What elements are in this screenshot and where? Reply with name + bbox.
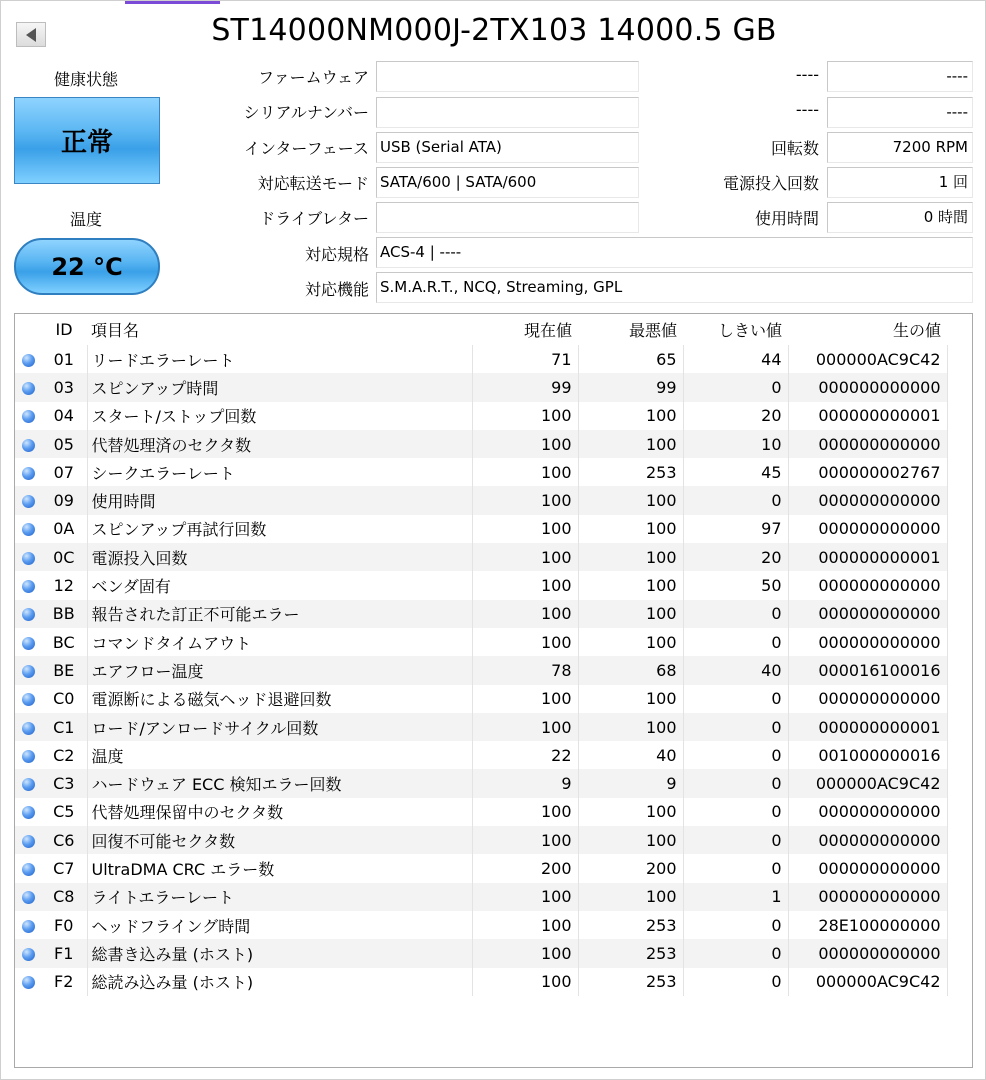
row-id: F2 [41,968,87,996]
row-worst: 253 [578,939,683,967]
row-worst: 100 [578,571,683,599]
row-id: C7 [41,854,87,882]
rotation-field: 7200 RPM [827,132,973,163]
row-raw: 000000000000 [788,685,947,713]
row-worst: 100 [578,543,683,571]
status-good-icon [22,354,35,367]
temperature-label: 温度 [69,210,102,229]
table-row[interactable] [15,458,947,486]
row-worst: 100 [578,628,683,656]
row-worst: 100 [578,402,683,430]
row-current: 100 [472,430,578,458]
row-raw: 000000000000 [788,628,947,656]
row-worst: 65 [578,345,683,373]
row-raw: 000000000000 [788,486,947,514]
row-current: 100 [472,826,578,854]
table-row[interactable] [15,571,947,599]
row-name: 温度 [87,741,472,769]
table-row[interactable] [15,883,947,911]
row-threshold: 40 [683,656,788,684]
firmware-label: ファームウェア [257,68,369,87]
row-raw: 000000000001 [788,713,947,741]
row-id: C0 [41,685,87,713]
row-raw: 000000000001 [788,543,947,571]
row-raw: 000000000000 [788,883,947,911]
header-raw[interactable]: 生の値 [892,321,941,340]
status-dot-cell [15,854,41,882]
health-status-button[interactable]: 正常 [14,97,160,184]
row-name: 総読み込み量 (ホスト) [87,968,472,996]
table-row[interactable] [15,798,947,826]
row-threshold: 0 [683,911,788,939]
header-name[interactable]: 項目名 [91,321,140,340]
status-dot-cell [15,458,41,486]
status-good-icon [22,580,35,593]
rotation-label: 回転数 [770,139,819,158]
row-current: 100 [472,515,578,543]
status-dot-cell [15,741,41,769]
table-row[interactable] [15,854,947,882]
row-threshold: 0 [683,798,788,826]
power-hours-field: 0 時間 [827,202,973,233]
status-dot-cell [15,402,41,430]
row-worst: 100 [578,600,683,628]
status-good-icon [22,495,35,508]
power-count-label: 電源投入回数 [722,174,819,193]
status-good-icon [22,722,35,735]
right2-field: ---- [827,97,973,128]
row-raw: 000000002767 [788,458,947,486]
row-name: スピンアップ時間 [87,373,472,401]
row-current: 100 [472,798,578,826]
row-id: 12 [41,571,87,599]
row-raw: 000000000000 [788,430,947,458]
row-id: BB [41,600,87,628]
row-raw: 000000AC9C42 [788,769,947,797]
status-good-icon [22,806,35,819]
table-row[interactable] [15,515,947,543]
row-threshold: 0 [683,713,788,741]
temperature-button[interactable]: 22 °C [14,238,160,295]
row-name: ベンダ固有 [87,571,472,599]
row-threshold: 0 [683,486,788,514]
table-row[interactable] [15,373,947,401]
status-dot-cell [15,543,41,571]
status-dot-cell [15,883,41,911]
status-good-icon [22,552,35,565]
row-current: 99 [472,373,578,401]
header-worst[interactable]: 最悪値 [628,321,677,340]
table-row[interactable] [15,939,947,967]
row-raw: 000000000001 [788,402,947,430]
drive-letter-field [376,202,639,233]
status-good-icon [22,778,35,791]
serial-field [376,97,639,128]
row-current: 100 [472,939,578,967]
row-worst: 200 [578,854,683,882]
row-current: 100 [472,883,578,911]
row-id: 05 [41,430,87,458]
row-current: 100 [472,600,578,628]
row-worst: 100 [578,883,683,911]
smart-table [15,314,948,996]
right1-field: ---- [827,61,973,92]
table-row[interactable] [15,402,947,430]
row-current: 100 [472,571,578,599]
row-threshold: 44 [683,345,788,373]
row-raw: 000000000000 [788,373,947,401]
status-dot-cell [15,373,41,401]
row-current: 100 [472,911,578,939]
row-id: F0 [41,911,87,939]
row-id: 04 [41,402,87,430]
table-row[interactable] [15,600,947,628]
firmware-field [376,61,639,92]
status-dot-cell [15,656,41,684]
row-worst: 99 [578,373,683,401]
right1-label: ---- [795,65,819,84]
row-name: 報告された訂正不可能エラー [87,600,472,628]
row-worst: 100 [578,430,683,458]
row-worst: 100 [578,826,683,854]
row-raw: 000000000000 [788,798,947,826]
row-threshold: 0 [683,685,788,713]
header-status [15,314,41,345]
row-worst: 253 [578,968,683,996]
status-dot-cell [15,515,41,543]
table-row[interactable] [15,656,947,684]
row-worst: 100 [578,486,683,514]
status-good-icon [22,382,35,395]
row-id: BC [41,628,87,656]
table-header-row [15,314,947,345]
accent-strip [125,1,220,4]
row-name: 電源投入回数 [87,543,472,571]
row-id: C8 [41,883,87,911]
row-id: BE [41,656,87,684]
status-dot-cell [15,968,41,996]
row-name: ライトエラーレート [87,883,472,911]
interface-label: インターフェース [244,139,369,158]
row-raw: 000000000000 [788,515,947,543]
row-raw: 000000AC9C42 [788,968,947,996]
row-name: 代替処理済のセクタ数 [87,430,472,458]
row-threshold: 20 [683,402,788,430]
disk-title: ST14000NM000J-2TX103 14000.5 GB [211,13,777,48]
status-good-icon [22,523,35,536]
status-dot-cell [15,600,41,628]
status-good-icon [22,920,35,933]
row-raw: 28E100000000 [788,911,947,939]
right2-label: ---- [795,100,819,119]
status-good-icon [22,891,35,904]
row-worst: 40 [578,741,683,769]
row-raw: 000016100016 [788,656,947,684]
status-dot-cell [15,939,41,967]
row-threshold: 0 [683,854,788,882]
serial-label: シリアルナンバー [243,103,369,122]
row-name: 使用時間 [87,486,472,514]
row-name: ハードウェア ECC 検知エラー回数 [87,769,472,797]
row-worst: 68 [578,656,683,684]
row-worst: 100 [578,713,683,741]
header-current[interactable]: 現在値 [523,321,572,340]
row-raw: 000000000000 [788,826,947,854]
row-id: 09 [41,486,87,514]
status-dot-cell [15,628,41,656]
row-threshold: 20 [683,543,788,571]
row-threshold: 0 [683,373,788,401]
status-dot-cell [15,345,41,373]
row-threshold: 0 [683,939,788,967]
row-id: C6 [41,826,87,854]
row-worst: 100 [578,685,683,713]
row-name: ロード/アンロードサイクル回数 [87,713,472,741]
row-current: 100 [472,402,578,430]
row-current: 100 [472,543,578,571]
row-threshold: 97 [683,515,788,543]
status-good-icon [22,608,35,621]
row-current: 9 [472,769,578,797]
row-id: C3 [41,769,87,797]
status-dot-cell [15,685,41,713]
table-row[interactable] [15,685,947,713]
interface-field: USB (Serial ATA) [376,132,639,163]
row-name: 代替処理保留中のセクタ数 [87,798,472,826]
row-current: 71 [472,345,578,373]
status-dot-cell [15,769,41,797]
row-threshold: 1 [683,883,788,911]
row-name: リードエラーレート [87,345,472,373]
row-current: 100 [472,486,578,514]
row-current: 100 [472,458,578,486]
drive-letter-label: ドライブレター [259,209,369,228]
status-dot-cell [15,826,41,854]
status-good-icon [22,863,35,876]
table-row[interactable] [15,486,947,514]
header-threshold[interactable]: しきい値 [717,321,782,340]
table-row[interactable] [15,628,947,656]
table-row[interactable] [15,345,947,373]
row-id: C2 [41,741,87,769]
features-label: 対応機能 [304,280,369,299]
row-name: エアフロー温度 [87,656,472,684]
standard-field: ACS-4 | ---- [376,237,973,268]
row-name: スタート/ストップ回数 [87,402,472,430]
row-id: 07 [41,458,87,486]
table-row[interactable] [15,968,947,996]
row-threshold: 0 [683,826,788,854]
power-hours-label: 使用時間 [754,209,819,228]
row-id: 0C [41,543,87,571]
row-current: 22 [472,741,578,769]
standard-label: 対応規格 [304,245,369,264]
table-row[interactable] [15,911,947,939]
status-good-icon [22,467,35,480]
power-count-field: 1 回 [827,167,973,198]
smart-table-container[interactable] [14,313,973,1068]
row-id: F1 [41,939,87,967]
row-name: コマンドタイムアウト [87,628,472,656]
status-good-icon [22,976,35,989]
row-id: C1 [41,713,87,741]
transfer-mode-label: 対応転送モード [257,174,369,193]
row-worst: 9 [578,769,683,797]
row-threshold: 0 [683,769,788,797]
table-row[interactable] [15,430,947,458]
row-threshold: 0 [683,628,788,656]
health-label: 健康状態 [53,70,118,89]
status-dot-cell [15,571,41,599]
row-id: 01 [41,345,87,373]
row-current: 100 [472,628,578,656]
row-raw: 000000000000 [788,600,947,628]
row-raw: 000000000000 [788,854,947,882]
table-row[interactable] [15,713,947,741]
row-raw: 000000000000 [788,939,947,967]
status-good-icon [22,439,35,452]
row-name: シークエラーレート [87,458,472,486]
row-raw: 001000000016 [788,741,947,769]
table-row[interactable] [15,769,947,797]
status-good-icon [22,637,35,650]
header-id[interactable]: ID [55,320,73,339]
status-good-icon [22,693,35,706]
table-row[interactable] [15,741,947,769]
status-good-icon [22,948,35,961]
row-current: 78 [472,656,578,684]
status-good-icon [22,410,35,423]
table-row[interactable] [15,543,947,571]
row-worst: 100 [578,515,683,543]
table-row[interactable] [15,826,947,854]
row-threshold: 0 [683,968,788,996]
row-current: 100 [472,685,578,713]
status-dot-cell [15,486,41,514]
row-threshold: 0 [683,600,788,628]
row-worst: 100 [578,798,683,826]
row-current: 100 [472,713,578,741]
row-threshold: 10 [683,430,788,458]
status-dot-cell [15,713,41,741]
transfer-mode-field: SATA/600 | SATA/600 [376,167,639,198]
status-good-icon [22,665,35,678]
row-threshold: 50 [683,571,788,599]
row-current: 200 [472,854,578,882]
row-worst: 253 [578,458,683,486]
row-id: C5 [41,798,87,826]
status-good-icon [22,750,35,763]
status-dot-cell [15,911,41,939]
row-name: UltraDMA CRC エラー数 [87,854,472,882]
row-current: 100 [472,968,578,996]
row-raw: 000000AC9C42 [788,345,947,373]
row-name: 回復不可能セクタ数 [87,826,472,854]
features-field: S.M.A.R.T., NCQ, Streaming, GPL [376,272,973,303]
status-good-icon [22,835,35,848]
row-threshold: 0 [683,741,788,769]
row-name: ヘッドフライング時間 [87,911,472,939]
row-worst: 253 [578,911,683,939]
row-name: スピンアップ再試行回数 [87,515,472,543]
row-raw: 000000000000 [788,571,947,599]
row-name: 電源断による磁気ヘッド退避回数 [87,685,472,713]
status-dot-cell [15,430,41,458]
row-threshold: 45 [683,458,788,486]
row-id: 0A [41,515,87,543]
status-dot-cell [15,798,41,826]
row-id: 03 [41,373,87,401]
row-name: 総書き込み量 (ホスト) [87,939,472,967]
